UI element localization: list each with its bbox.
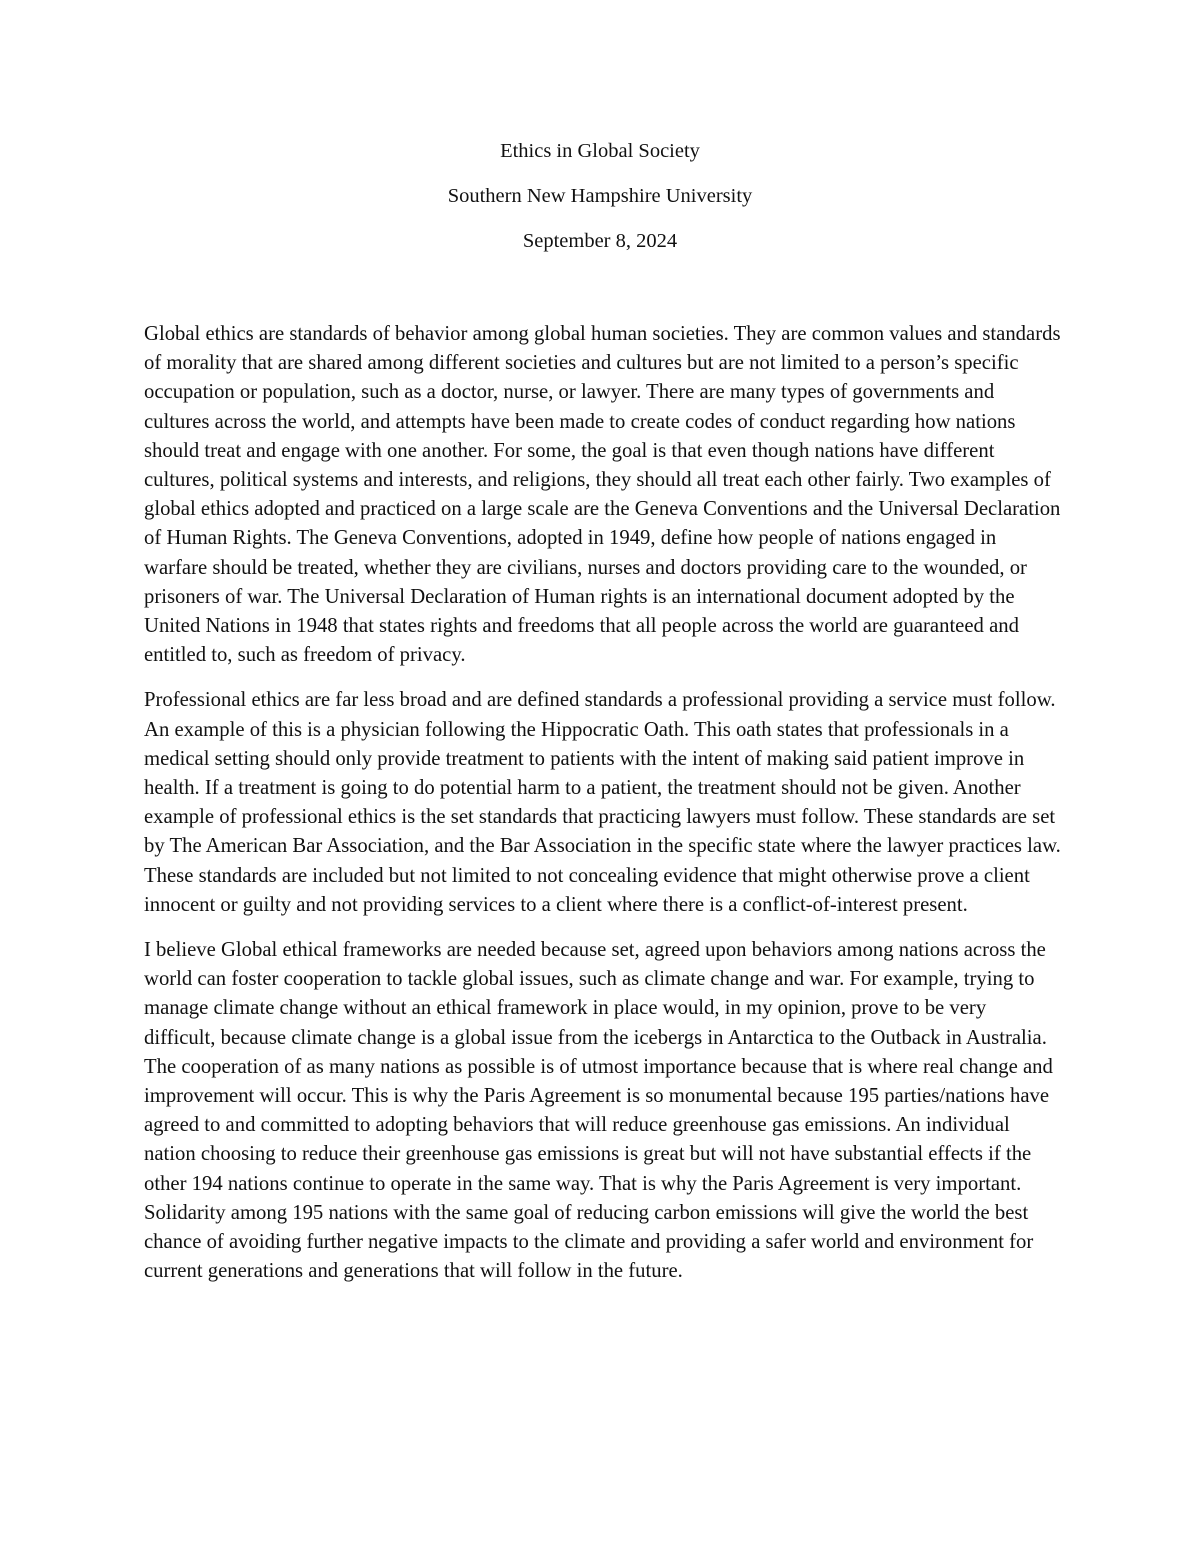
institution-name: Southern New Hampshire University bbox=[447, 185, 753, 207]
paragraph-frameworks-opinion: I believe Global ethical frameworks are needed because set, agreed upon behaviors among nations across the world can foster cooperation to tackle global issues, such as climate change and war. For example, trying to manage climate change without an ethical framework in place would, in my opinion, prove to be very difficult, because climate change is a global issue from the icebergs in Antarctica to the Outback in Australia. The cooperation of as many nations as possible is of utmost importance because that is where real change and improvement will occur. This is why the Paris Agreement is so monumental because 195 parties/nations have agreed to and committed to adopting behaviors that will reduce greenhouse gas emissions. An individual nation choosing to reduce their greenhouse gas emissions is great but will not have substantial effects if the other 194 nations continue to operate in the same way. That is why the Paris Agreement is very important. Solidarity among 195 nations with the same goal of reducing carbon emissions will give the world the best chance of avoiding further negative impacts to the climate and providing a safer world and environment for current generations and generations that will follow in the future. bbox=[144, 939, 1053, 1283]
essay-body bbox=[144, 320, 1062, 1303]
title-block bbox=[0, 140, 1200, 275]
essay-date: September 8, 2024 bbox=[522, 230, 678, 252]
paragraph-global-ethics: Global ethics are standards of behavior among global human societies. They are common values and standards of morality that are shared among different societies and cultures but are not limited to a person’s specific occupation or population, such as a doctor, nurse, or lawyer. There are many types of governments and cultures across the world, and attempts have been made to create codes of conduct regarding how nations should treat and engage with one another. For some, the goal is that even though nations have different cultures, political systems and interests, and religions, they should all treat each other fairly. Two examples of global ethics adopted and practiced on a large scale are the Geneva Conventions and the Universal Declaration of Human Rights. The Geneva Conventions, adopted in 1949, define how people of nations engaged in warfare should be treated, whether they are civilians, nurses and doctors providing care to the wounded, or prisoners of war. The Universal Declaration of Human rights is an international document adopted by the United Nations in 1948 that states rights and freedoms that all people across the world are guaranteed and entitled to, such as freedom of privacy. bbox=[144, 323, 1061, 667]
paragraph-professional-ethics: Professional ethics are far less broad and are defined standards a professional providing a service must follow. An example of this is a physician following the Hippocratic Oath. This oath states that professionals in a medical setting should only provide treatment to patients with the intent of making said patient improve in health. If a treatment is going to do potential harm to a patient, the treatment should not be given. Another example of professional ethics is the set standards that practicing lawyers must follow. These standards are set by The American Bar Association, and the Bar Association in the specific state where the lawyer practices law. These standards are included but not limited to not concealing evidence that might otherwise prove a client innocent or guilty and not providing services to a client where there is a conflict-of-interest present. bbox=[144, 689, 1061, 916]
essay-title: Ethics in Global Society bbox=[500, 140, 700, 162]
